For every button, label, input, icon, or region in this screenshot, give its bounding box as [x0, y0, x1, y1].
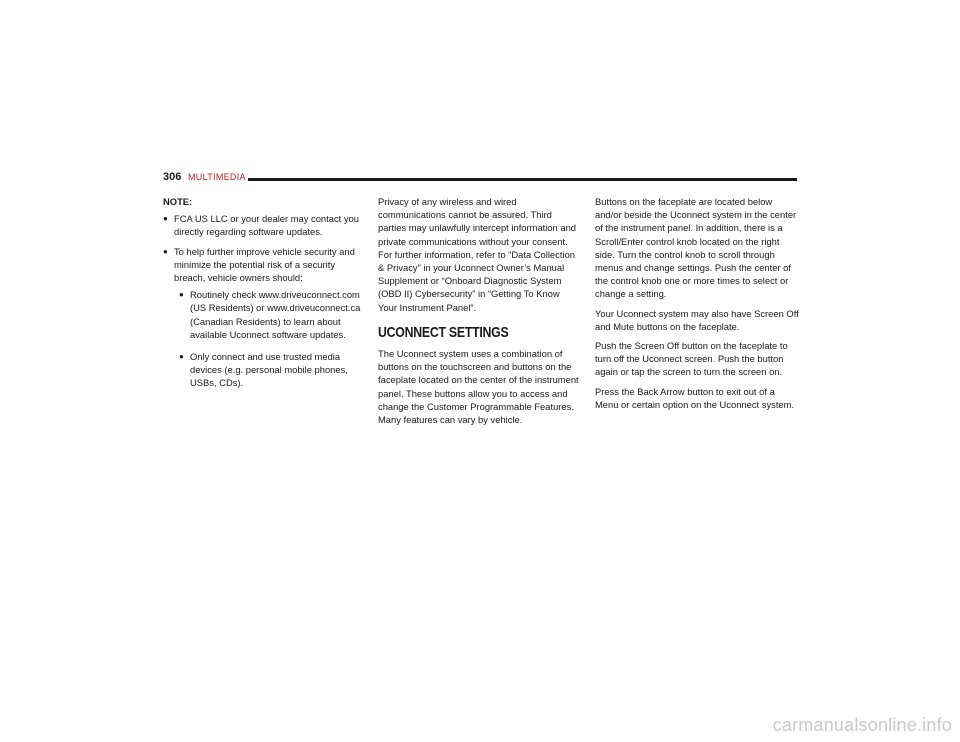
column-2 — [378, 195, 581, 432]
bullet-icon: ● — [179, 352, 184, 362]
push-screen-off-paragraph: Push the Screen Off button on the faceplate to turn off the Uconnect screen. Push the button again or tap the screen to turn the screen on. — [595, 340, 788, 378]
bullet-icon: ● — [179, 290, 184, 300]
settings-paragraph: The Uconnect system uses a combination of buttons on the touchscreen and buttons on the faceplate located on the center of the instrument panel. These buttons allow you to access and change the Customer Programmable Features. Many features can vary by vehicle. — [378, 348, 579, 426]
header-rule — [248, 178, 797, 181]
sub-list-item — [174, 288, 366, 341]
sub-list — [174, 288, 366, 389]
page-number: 306 — [163, 171, 182, 183]
list-item — [163, 245, 366, 390]
bullet-text: FCA US LLC or your dealer may contact you directly regarding software updates. — [174, 213, 359, 238]
screen-off-paragraph: Your Uconnect system may also have Screen Off and Mute buttons on the faceplate. — [595, 307, 799, 332]
page-header — [163, 171, 797, 187]
faceplate-paragraph: Buttons on the faceplate are located below and/or beside the Uconnect system in the center of the instrument panel. In addition, there is a Scroll/Enter control knob located on the right side. Turn the control knob to scroll through menus and change settings. Push the center of the control knob one or more times to select or change a setting. — [595, 196, 797, 300]
sub-bullet-text: Routinely check www.driveuconnect.com (US Residents) or www.driveuconnect.ca (Canadian Residents) to learn about available Uconnect software updates. — [190, 289, 361, 340]
sub-list-item — [174, 350, 366, 390]
sub-bullet-text: Only connect and use trusted media devices (e.g. personal mobile phones, USBs, CDs). — [190, 351, 348, 389]
bullet-icon: ● — [163, 214, 168, 224]
list-item — [163, 212, 366, 238]
bullet-icon: ● — [163, 246, 168, 256]
note-list — [163, 212, 366, 389]
column-1 — [163, 195, 366, 399]
section-heading: UCONNECT SETTINGS — [378, 323, 509, 341]
bullet-text: To help further improve vehicle security and minimize the potential risk of a security breach, vehicle owners should: — [174, 245, 355, 284]
note-label: NOTE: — [163, 196, 193, 207]
back-arrow-paragraph: Press the Back Arrow button to exit out of a Menu or certain option on the Uconnect system. — [595, 385, 795, 410]
privacy-paragraph: Privacy of any wireless and wired communications cannot be assured. Third parties may unlawfully intercept information and private communications without your consent. For further information, refer to “Data Collection & Privacy” in your Uconnect Owner’s Manual Supplement or “Onboard Diagnostic System (OBD II) Cybersecurity” in “Getting To Know Your Instrument Panel”. — [378, 196, 577, 313]
column-3 — [595, 195, 800, 417]
section-name: MULTIMEDIA — [188, 172, 246, 182]
watermark: carmanualsonline.info — [772, 715, 952, 735]
